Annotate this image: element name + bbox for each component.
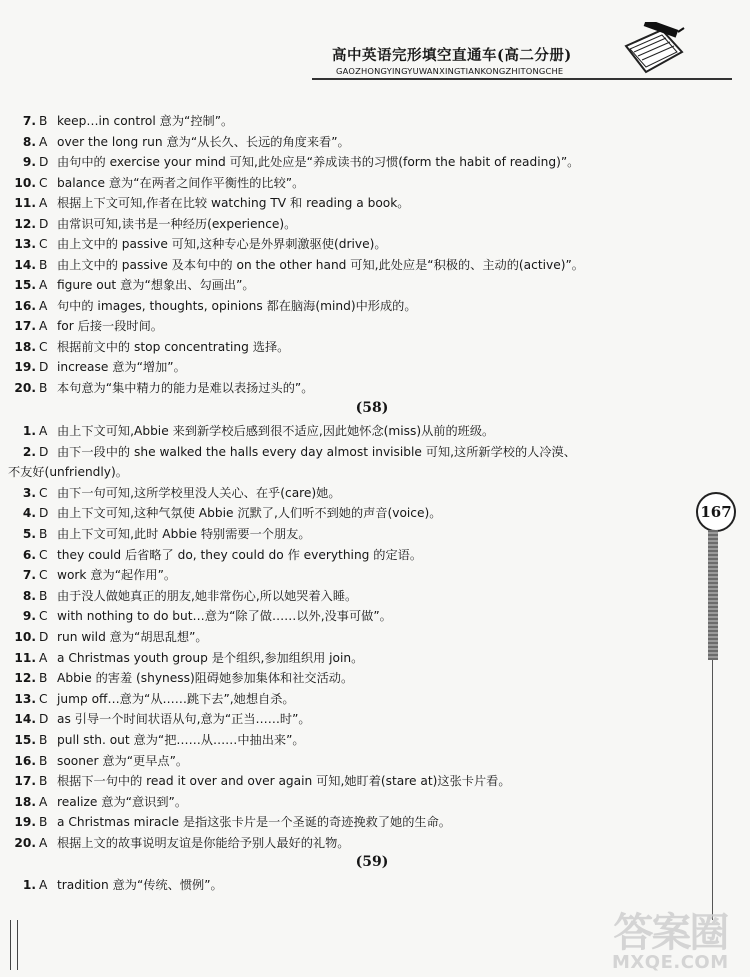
answer-letter: B: [39, 588, 48, 603]
answer-letter: C: [39, 609, 48, 624]
answer-letter: B: [39, 815, 48, 830]
question-number: 5.: [22, 527, 36, 541]
answer-line: [14, 588, 357, 604]
explanation-text: Abbie 的害羞 (shyness)阻碍她参加集体和社交活动。: [57, 671, 354, 686]
answer-letter: D: [39, 444, 49, 459]
question-number: 19.: [14, 360, 36, 374]
explanation-text: balance 意为“在两者之间作平衡性的比较”。: [57, 175, 305, 190]
section-heading-58: (58): [355, 400, 389, 416]
margin-marks: [10, 920, 18, 970]
question-number: 14.: [14, 257, 36, 272]
answer-letter: C: [39, 691, 48, 706]
answer-letter: A: [39, 878, 48, 892]
question-number: 17.: [14, 319, 36, 333]
answer-line: [8, 464, 128, 480]
answer-letter: C: [39, 547, 48, 562]
answer-line: [14, 794, 187, 810]
question-number: 12.: [14, 216, 36, 231]
answer-line: [14, 711, 311, 727]
answer-line: [14, 113, 233, 129]
answer-line: [14, 134, 350, 150]
explanation-text: 由上文中的 passive 及本句中的 on the other hand 可知,此处应是“积极的、主动的(active)”。: [57, 257, 584, 272]
question-number: 9.: [22, 609, 36, 624]
answer-letter: D: [39, 506, 49, 521]
answer-line: [14, 318, 163, 334]
explanation-text: 根据前文中的 stop concentrating 选择。: [57, 339, 290, 354]
explanation-text: 由上下文可知,此时 Abbie 特别需要一个朋友。: [57, 527, 311, 541]
header-title: 高中英语完形填空直通车(高二分册): [332, 47, 572, 64]
answer-line: [14, 650, 363, 666]
question-number: 15.: [14, 278, 36, 292]
question-number: 20.: [14, 836, 36, 850]
answer-letter: B: [39, 114, 48, 128]
explanation-text: 不友好(unfriendly)。: [8, 465, 128, 480]
page-edge-bar: [708, 530, 718, 660]
question-number: 7.: [22, 568, 36, 583]
explanation-text: tradition 意为“传统、惯例”。: [57, 878, 223, 892]
explanation-text: keep…in control 意为“控制”。: [57, 114, 234, 128]
answer-letter: A: [39, 836, 48, 850]
watermark-logo: 答案圈: [613, 910, 728, 956]
answer-line: [14, 526, 311, 542]
answer-letter: B: [39, 774, 48, 789]
explanation-text: with nothing to do but…意为“除了做……以外,没事可做”。: [57, 609, 392, 624]
answer-line: [14, 236, 387, 252]
question-number: 16.: [14, 753, 36, 768]
page-number: 167: [696, 492, 736, 532]
explanation-text: 由常识可知,读书是一种经历(experience)。: [57, 216, 297, 231]
explanation-text: 由上下文可知,Abbie 来到新学校后感到很不适应,因此她怀念(miss)从前的班级。: [57, 424, 495, 438]
question-number: 15.: [14, 733, 36, 747]
explanation-text: 由上文中的 passive 可知,这种专心是外界刺激驱使(drive)。: [57, 237, 387, 251]
answer-line: [14, 298, 417, 314]
question-number: 14.: [14, 712, 36, 727]
explanation-text: work 意为“起作用”。: [57, 568, 177, 583]
question-number: 2.: [22, 444, 36, 459]
answer-line: [14, 257, 584, 273]
question-number: 13.: [14, 237, 36, 251]
question-number: 11.: [14, 650, 36, 665]
question-number: 8.: [22, 134, 36, 149]
answer-line: [14, 773, 511, 789]
answer-line: [14, 691, 295, 707]
question-number: 7.: [22, 114, 36, 128]
answer-letter: B: [39, 380, 48, 395]
question-number: 20.: [14, 380, 36, 395]
explanation-text: figure out 意为“想象出、勾画出”。: [57, 278, 255, 292]
explanation-text: a Christmas youth group 是个组织,参加组织用 join。: [57, 650, 364, 665]
answer-letter: C: [39, 339, 48, 354]
question-number: 9.: [22, 155, 36, 169]
explanation-text: 句中的 images, thoughts, opinions 都在脑海(mind)中形成的。: [57, 298, 417, 313]
answer-line: [14, 175, 304, 191]
answer-letter: B: [39, 527, 48, 541]
answer-line: [14, 195, 409, 211]
answer-letter: C: [39, 485, 48, 500]
answer-line: [14, 753, 188, 769]
question-number: 6.: [22, 547, 36, 562]
question-number: 17.: [14, 774, 36, 789]
answer-line: [14, 547, 422, 563]
answer-letter: A: [39, 794, 48, 809]
question-number: 13.: [14, 691, 36, 706]
explanation-text: 根据下一句中的 read it over and over again 可知,她盯着(stare at)这张卡片看。: [57, 774, 511, 789]
answer-line: [14, 423, 494, 439]
header-rule: [312, 78, 732, 80]
answer-line: [14, 505, 441, 521]
explanation-text: for 后接一段时间。: [57, 319, 163, 333]
watermark-url: MXQE.COM: [612, 952, 729, 973]
question-number: 12.: [14, 671, 36, 686]
answer-line: [14, 629, 208, 645]
answer-letter: A: [39, 650, 48, 665]
explanation-text: jump off…意为“从……跳下去”,她想自杀。: [57, 691, 295, 706]
explanation-text: realize 意为“意识到”。: [57, 794, 188, 809]
answer-line: [14, 877, 223, 893]
explanation-text: 由下一段中的 she walked the halls every day almost invisible 可知,这所新学校的人冷漠、: [57, 444, 576, 459]
explanation-text: 由上下文可知,这种气氛使 Abbie 沉默了,人们听不到她的声音(voice)。: [57, 506, 442, 521]
answer-letter: D: [39, 712, 49, 727]
answer-line: [14, 339, 289, 355]
explanation-text: over the long run 意为“从长久、长远的角度来看”。: [57, 134, 350, 149]
answer-line: [14, 359, 186, 375]
answer-line: [14, 732, 305, 748]
answer-line: [14, 444, 576, 460]
question-number: 18.: [14, 794, 36, 809]
answer-line: [14, 670, 353, 686]
answer-line: [14, 608, 392, 624]
answer-letter: C: [39, 237, 48, 251]
answer-letter: A: [39, 278, 48, 292]
question-number: 8.: [22, 588, 36, 603]
explanation-text: sooner 意为“更早点”。: [57, 753, 189, 768]
answer-line: [14, 835, 350, 851]
answer-line: [14, 567, 176, 583]
question-number: 10.: [14, 630, 36, 644]
answer-letter: D: [39, 155, 49, 169]
explanation-text: pull sth. out 意为“把……从……中抽出来”。: [57, 733, 305, 747]
question-number: 19.: [14, 815, 36, 830]
answer-line: [14, 814, 451, 830]
answer-letter: D: [39, 360, 49, 374]
section-heading-59: (59): [355, 854, 389, 870]
explanation-text: 根据上文的故事说明友谊是你能给予别人最好的礼物。: [57, 836, 350, 850]
page-edge-line: [712, 660, 713, 920]
answer-letter: A: [39, 298, 48, 313]
question-number: 18.: [14, 339, 36, 354]
answer-line: [14, 380, 313, 396]
answer-letter: D: [39, 216, 49, 231]
question-number: 11.: [14, 196, 36, 210]
book-pen-icon: [622, 22, 686, 78]
question-number: 4.: [22, 506, 36, 521]
explanation-text: increase 意为“增加”。: [57, 360, 186, 374]
explanation-text: 由下一句可知,这所学校里没人关心、在乎(care)她。: [57, 485, 341, 500]
answer-line: [14, 154, 579, 170]
explanation-text: a Christmas miracle 是指这张卡片是一个圣诞的奇迹挽救了她的生命。: [57, 815, 451, 830]
answer-letter: B: [39, 733, 48, 747]
explanation-text: 由句中的 exercise your mind 可知,此处应是“养成读书的习惯(form the habit of reading)”。: [57, 155, 580, 169]
answer-letter: B: [39, 257, 48, 272]
explanation-text: 本句意为“集中精力的能力是难以表扬过头的”。: [57, 380, 314, 395]
watermark: [612, 912, 729, 972]
explanation-text: 由于没人做她真正的朋友,她非常伤心,所以她哭着入睡。: [57, 588, 358, 603]
answer-line: [14, 216, 296, 232]
answer-letter: D: [39, 630, 49, 644]
question-number: 1.: [22, 424, 36, 438]
answer-letter: C: [39, 175, 48, 190]
answer-letter: A: [39, 196, 48, 210]
answer-letter: B: [39, 671, 48, 686]
question-number: 10.: [14, 175, 36, 190]
question-number: 16.: [14, 298, 36, 313]
answer-letter: A: [39, 134, 48, 149]
question-number: 1.: [22, 878, 36, 892]
explanation-text: run wild 意为“胡思乱想”。: [57, 630, 208, 644]
header-pinyin: GAOZHONGYINGYUWANXINGTIANKONGZHITONGCHE: [336, 66, 564, 76]
answer-letter: A: [39, 424, 48, 438]
answer-letter: A: [39, 319, 48, 333]
explanation-text: as 引导一个时间状语从句,意为“正当……时”。: [57, 712, 311, 727]
answer-letter: B: [39, 753, 48, 768]
answer-line: [14, 277, 255, 293]
answer-line: [14, 485, 341, 501]
explanation-text: 根据上下文可知,作者在比较 watching TV 和 reading a book。: [57, 196, 410, 210]
answer-letter: C: [39, 568, 48, 583]
question-number: 3.: [22, 485, 36, 500]
explanation-text: they could 后省略了 do, they could do 作 everything 的定语。: [57, 547, 423, 562]
